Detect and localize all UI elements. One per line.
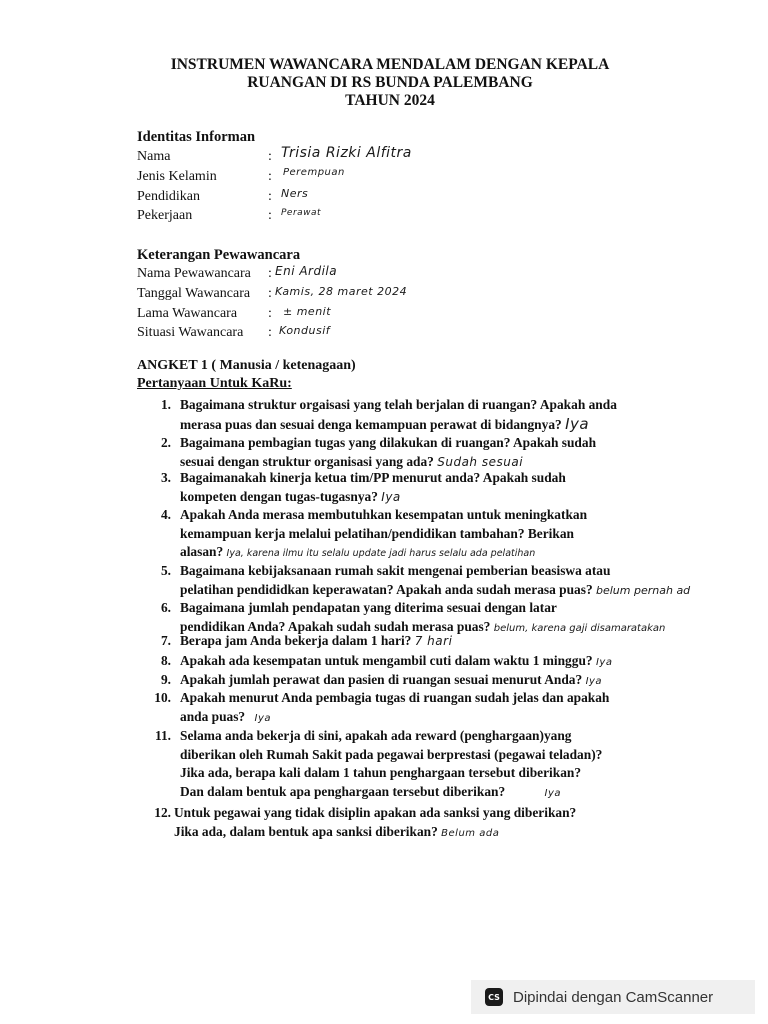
- informan-row: Nama : Trisia Rizki Alfitra: [137, 145, 412, 164]
- question-number: 11.: [155, 728, 171, 743]
- pewawancara-row: Nama Pewawancara : Eni Ardila: [137, 264, 338, 281]
- angket-subheading: Pertanyaan Untuk KaRu:: [137, 376, 292, 391]
- question-text: [180, 727, 635, 803]
- question-text: [180, 632, 635, 651]
- question-number: 5.: [160, 563, 171, 578]
- handwritten-value: Kondusif: [279, 324, 331, 337]
- pewawancara-row: Lama Wawancara : ± menit: [137, 305, 332, 321]
- question-line: Berapa jam Anda bekerja dalam 1 hari?: [180, 633, 412, 648]
- camscanner-logo-icon: CS: [485, 988, 503, 1006]
- handwritten-value: Trisia Rizki Alfitra: [281, 145, 412, 161]
- question-line: Apakah jumlah perawat dan pasien di ruangan sesuai menurut Anda?: [180, 672, 583, 687]
- question-line: anda puas?: [180, 708, 246, 724]
- handwritten-answer: 7 hari: [414, 634, 453, 648]
- handwritten-answer: Iya: [595, 657, 613, 668]
- question-line: Untuk pegawai yang tidak disiplin apakan ada sanksi yang diberikan?: [174, 805, 577, 820]
- informan-row: Pendidikan : Ners: [137, 187, 309, 204]
- camscanner-watermark: [471, 980, 755, 1014]
- question-text: [180, 434, 635, 471]
- question-line: Bagaimana kebijaksanaan rumah sakit mengenai pemberian beasiswa atau: [180, 563, 611, 578]
- question-number: 8.: [160, 653, 171, 668]
- question-line: diberikan oleh Rumah Sakit pada pegawai berprestasi (pegawai teladan)?: [180, 746, 603, 762]
- pewawancara-row: Tanggal Wawancara : Kamis, 28 maret 2024: [137, 285, 408, 301]
- field-label: Pendidikan: [137, 189, 200, 204]
- pewawancara-heading: Keterangan Pewawancara: [137, 247, 301, 263]
- field-label: Jenis Kelamin: [137, 169, 217, 184]
- question-number: 6.: [160, 600, 171, 615]
- handwritten-answer: Iya: [381, 489, 401, 504]
- question-line: Bagaimana pembagian tugas yang dilakukan di ruangan? Apakah sudah: [180, 435, 597, 450]
- question-line: alasan?: [180, 544, 224, 560]
- handwritten-answer: Iya: [254, 712, 271, 724]
- title-line-2: RUANGAN DI RS BUNDA PALEMBANG: [247, 74, 533, 91]
- document-title: [130, 56, 650, 110]
- question-line: pendidikan Anda? Apakah sudah sudah merasa puas?: [180, 618, 491, 634]
- handwritten-answer: Iya, karena ilmu itu selalu update jadi harus selalu ada pelatihan: [226, 548, 536, 560]
- title-line-3: TAHUN 2024: [345, 92, 435, 109]
- question-line: Selama anda bekerja di sini, apakah ada reward (penghargaan)yang: [180, 728, 572, 743]
- question-number: 1.: [160, 397, 171, 412]
- question-number: 2.: [160, 435, 171, 450]
- informan-heading: Identitas Informan: [137, 129, 256, 145]
- question-line: Jika ada, dalam bentuk apa sanksi diberikan?: [174, 823, 438, 839]
- question-line: Dan dalam bentuk apa penghargaan tersebut diberikan?: [180, 783, 506, 799]
- question-text: [180, 652, 635, 673]
- field-label: Tanggal Wawancara: [137, 286, 251, 301]
- question-line: Bagaimana struktur orgaisasi yang telah berjalan di ruangan? Apakah anda: [180, 397, 617, 412]
- handwritten-value: ± menit: [283, 305, 332, 318]
- field-label: Nama Pewawancara: [137, 266, 251, 281]
- handwritten-answer: Iya: [565, 414, 590, 433]
- handwritten-answer: belum, karena gaji disamaratakan: [493, 622, 666, 634]
- field-label: Lama Wawancara: [137, 306, 238, 321]
- question-line: Jika ada, berapa kali dalam 1 tahun penghargaan tersebut diberikan?: [180, 765, 582, 781]
- informan-row: Pekerjaan : Perawat: [137, 208, 322, 223]
- question-line: Apakah ada kesempatan untuk mengambil cuti dalam waktu 1 minggu?: [180, 653, 593, 668]
- question-text: [180, 396, 635, 434]
- question-number: 9.: [160, 672, 171, 687]
- handwritten-answer: Belum ada: [441, 827, 500, 839]
- question-line: Bagaimanakah kinerja ketua tim/PP menurut anda? Apakah sudah: [180, 470, 566, 485]
- question-line: pelatihan pendididkan keperawatan? Apakah anda sudah merasa puas?: [180, 581, 593, 597]
- handwritten-answer: Sudah sesuai: [437, 454, 524, 469]
- question-text: [180, 506, 635, 564]
- handwritten-answer: belum pernah ad: [596, 583, 691, 597]
- question-number: 4.: [160, 507, 171, 522]
- pewawancara-row: Situasi Wawancara : Kondusif: [137, 324, 331, 340]
- handwritten-value: Perempuan: [283, 167, 345, 178]
- question-text: [180, 562, 691, 600]
- question-line: Apakah Anda merasa membutuhkan kesempatan untuk meningkatkan: [180, 507, 588, 522]
- title-line-1: INSTRUMEN WAWANCARA MENDALAM DENGAN KEPALA: [170, 56, 610, 73]
- informan-row: Jenis Kelamin : Perempuan: [137, 167, 345, 184]
- question-line: Apakah menurut Anda pembagia tugas di ruangan sudah jelas dan apakah: [180, 690, 610, 705]
- field-label: Nama: [137, 149, 171, 164]
- angket-heading: ANGKET 1 ( Manusia / ketenagaan): [137, 358, 356, 373]
- handwritten-answer: Iya: [585, 676, 603, 687]
- handwritten-value: Perawat: [281, 208, 322, 218]
- question-text: [174, 804, 629, 843]
- question-line: kemampuan kerja melalui pelatihan/pendidikan tambahan? Berikan: [180, 525, 574, 541]
- question-line: sesuai dengan struktur organisasi yang ada?: [180, 453, 434, 469]
- handwritten-value: Ners: [281, 187, 309, 200]
- question-line: merasa puas dan sesuai denga kemampuan perawat di bidangnya?: [180, 416, 562, 432]
- question-number: 10.: [154, 690, 171, 705]
- question-number: 3.: [160, 470, 171, 485]
- field-label: Situasi Wawancara: [137, 325, 244, 340]
- watermark-text: Dipindai dengan CamScanner: [513, 988, 714, 1006]
- handwritten-answer: Iya: [544, 787, 562, 799]
- field-label: Pekerjaan: [137, 208, 193, 223]
- question-line: kompeten dengan tugas-tugasnya?: [180, 488, 378, 504]
- question-number: 12.: [154, 805, 171, 820]
- handwritten-value: Kamis, 28 maret 2024: [275, 285, 408, 298]
- handwritten-value: Eni Ardila: [275, 264, 338, 278]
- question-line: Bagaimana jumlah pendapatan yang diterima sesuai dengan latar: [180, 600, 557, 615]
- question-text: [180, 689, 635, 728]
- question-text: [180, 469, 635, 506]
- question-number: 7.: [160, 633, 171, 648]
